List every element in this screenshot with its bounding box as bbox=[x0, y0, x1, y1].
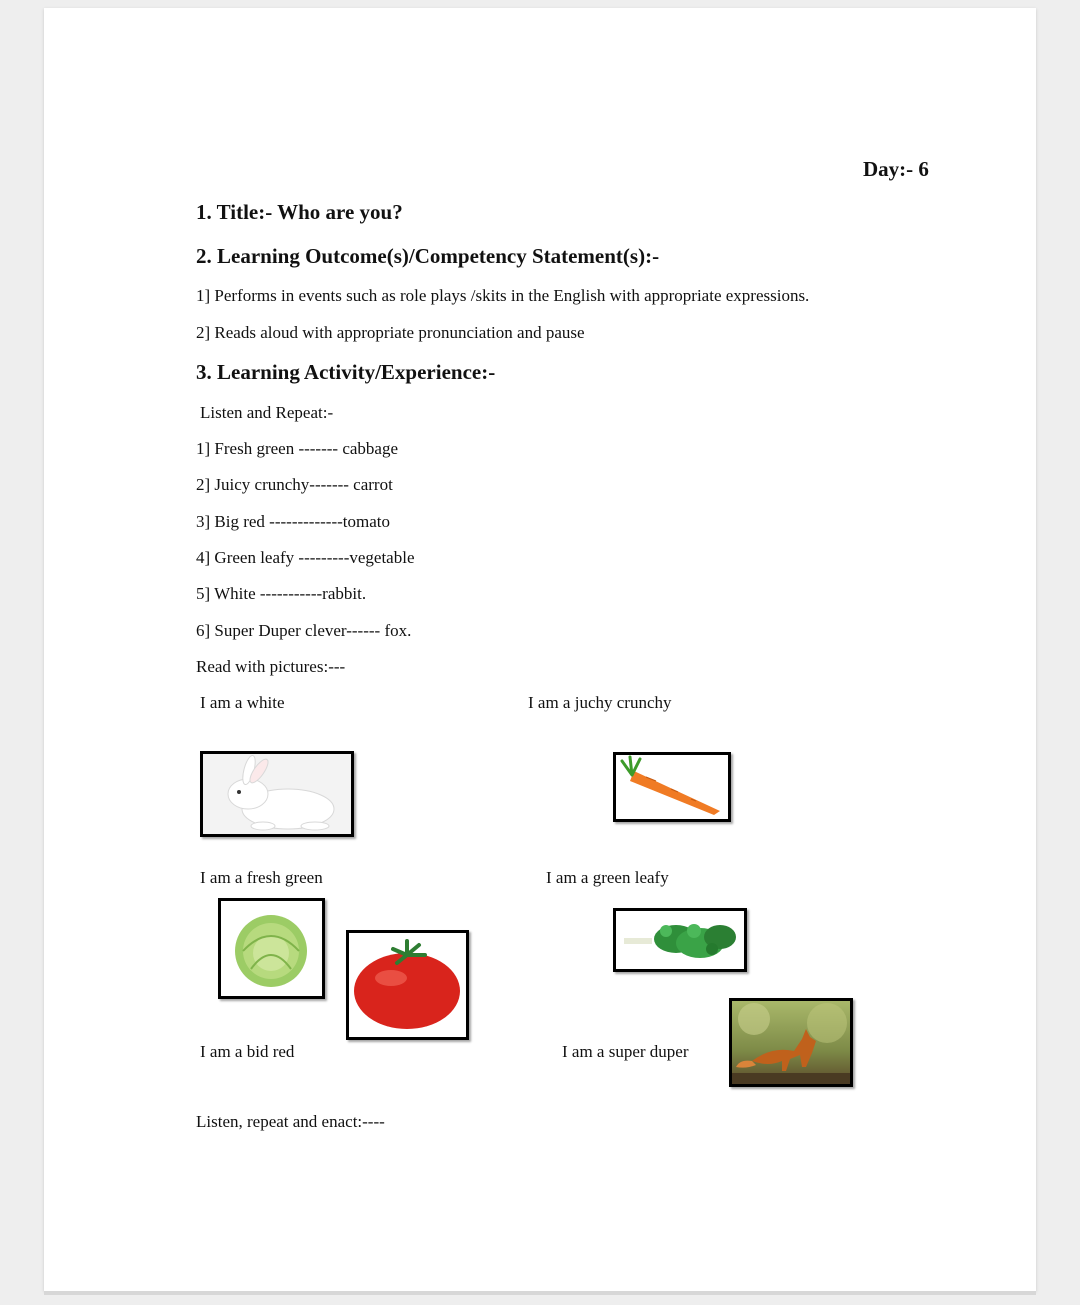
listen-item: 1] Fresh green ------- cabbage bbox=[196, 439, 398, 458]
caption-cabbage: I am a fresh green bbox=[200, 868, 323, 887]
carrot-image bbox=[613, 752, 731, 822]
listen-item: 5] White -----------rabbit. bbox=[196, 584, 367, 603]
day-label: Day:- 6 bbox=[863, 157, 929, 181]
tomato-image bbox=[346, 930, 469, 1040]
leafy-vegetable-image bbox=[613, 908, 747, 972]
listen-item: 2] Juicy crunchy------- carrot bbox=[196, 475, 393, 494]
fox-image bbox=[729, 998, 853, 1087]
read-pictures-heading: Read with pictures:--- bbox=[196, 657, 346, 676]
listen-item: 4] Green leafy ---------vegetable bbox=[196, 548, 415, 567]
document-page bbox=[44, 8, 1036, 1291]
listen-item: 6] Super Duper clever------ fox. bbox=[196, 621, 412, 640]
caption-rabbit: I am a white bbox=[200, 693, 285, 712]
listen-repeat-heading: Listen and Repeat:- bbox=[200, 403, 334, 422]
activity-heading: 3. Learning Activity/Experience:- bbox=[196, 360, 496, 384]
cabbage-image bbox=[218, 898, 325, 999]
caption-carrot: I am a juchy crunchy bbox=[528, 693, 672, 712]
enact-heading: Listen, repeat and enact:---- bbox=[196, 1112, 385, 1131]
listen-item: 3] Big red -------------tomato bbox=[196, 512, 390, 531]
outcome-item: 1] Performs in events such as role plays /skits in the English with appropriate expressions. bbox=[196, 286, 810, 305]
caption-tomato: I am a bid red bbox=[200, 1042, 295, 1061]
rabbit-image bbox=[200, 751, 354, 837]
caption-fox: I am a super duper bbox=[562, 1042, 689, 1061]
lesson-title: 1. Title:- Who are you? bbox=[196, 200, 403, 224]
outcomes-heading: 2. Learning Outcome(s)/Competency Statement(s):- bbox=[196, 244, 660, 268]
outcome-item: 2] Reads aloud with appropriate pronunciation and pause bbox=[196, 323, 585, 342]
caption-leafy: I am a green leafy bbox=[546, 868, 669, 887]
page-edge-shadow bbox=[44, 1291, 1036, 1295]
